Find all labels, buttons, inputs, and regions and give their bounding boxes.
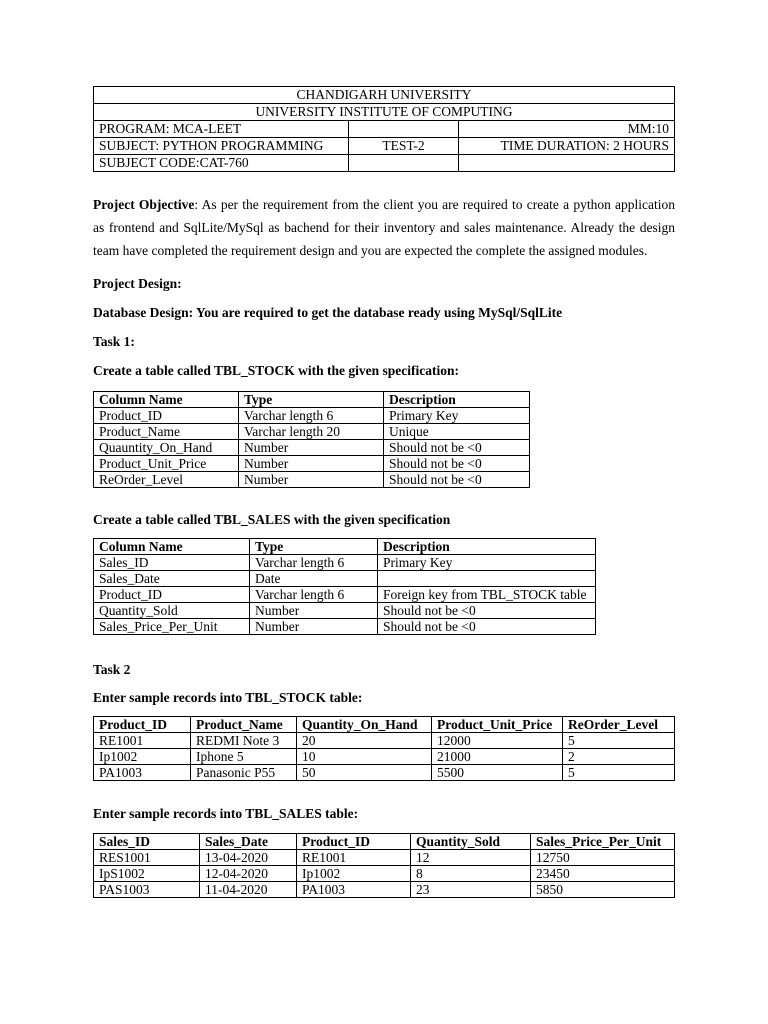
table-cell: Number [250,603,378,619]
table-row [94,619,596,635]
table-cell: 13-04-2020 [200,850,297,866]
table-cell: Number [250,619,378,635]
empty-cell [459,155,675,172]
table-row [94,555,596,571]
table-cell: Sales_Date [94,571,250,587]
column-header: Column Name [94,539,250,555]
column-header: Column Name [94,392,239,408]
column-header: Product_ID [94,717,191,733]
stock-spec-caption: Create a table called TBL_STOCK with the given specification: [93,363,459,378]
table-row [94,882,675,898]
stock-records-caption: Enter sample records into TBL_STOCK table: [93,690,363,705]
table-cell: Should not be <0 [384,440,530,456]
table-cell: Product_ID [94,408,239,424]
table-cell: 50 [297,765,432,781]
table-cell: PAS1003 [94,882,200,898]
table-row [94,408,530,424]
table-cell: Varchar length 20 [239,424,384,440]
table-cell: 12750 [531,850,675,866]
program-cell: PROGRAM: MCA-LEET [94,121,349,138]
table-cell: Sales_ID [94,555,250,571]
column-header: Sales_Price_Per_Unit [531,834,675,850]
database-design-heading: Database Design: You are required to get the database ready using MySql/SqlLite [93,305,563,320]
table-cell: 12-04-2020 [200,866,297,882]
table-cell: PA1003 [297,882,411,898]
table-cell: Should not be <0 [384,472,530,488]
table-cell: Iphone 5 [191,749,297,765]
subject-cell: SUBJECT: PYTHON PROGRAMMING [94,138,349,155]
document-page [93,86,675,898]
table-cell: Foreign key from TBL_STOCK table [378,587,596,603]
table-cell: Ip1002 [94,749,191,765]
table-row [94,603,596,619]
subject-code-cell: SUBJECT CODE:CAT-760 [94,155,349,172]
sales-spec-table [93,538,596,635]
stock-spec-table [93,391,530,488]
table-cell: Product_ID [94,587,250,603]
table-cell: RE1001 [297,850,411,866]
table-cell: Primary Key [384,408,530,424]
table-cell: Number [239,440,384,456]
table-cell: Product_Unit_Price [94,456,239,472]
table-cell: 8 [411,866,531,882]
column-header: ReOrder_Level [563,717,675,733]
table-cell: 12000 [432,733,563,749]
table-cell [378,571,596,587]
column-header: Quantity_On_Hand [297,717,432,733]
table-row [94,850,675,866]
exam-header-table [93,86,675,172]
sales-records-caption: Enter sample records into TBL_SALES table: [93,806,359,821]
table-cell: RES1001 [94,850,200,866]
table-row [94,765,675,781]
project-design-heading: Project Design: [93,276,182,291]
table-cell: 23450 [531,866,675,882]
table-cell: Varchar length 6 [250,587,378,603]
table-cell: Varchar length 6 [239,408,384,424]
column-header: Type [250,539,378,555]
task2-heading: Task 2 [93,662,131,677]
column-header: Description [384,392,530,408]
table-cell: Should not be <0 [384,456,530,472]
column-header: Product_Name [191,717,297,733]
table-cell: Sales_Price_Per_Unit [94,619,250,635]
table-cell: RE1001 [94,733,191,749]
table-cell: 5 [563,765,675,781]
table-cell: Ip1002 [297,866,411,882]
table-row [94,866,675,882]
table-cell: 12 [411,850,531,866]
table-cell: ReOrder_Level [94,472,239,488]
column-header: Type [239,392,384,408]
institute-name: UNIVERSITY INSTITUTE OF COMPUTING [94,104,675,121]
table-cell: REDMI Note 3 [191,733,297,749]
test-cell: TEST-2 [349,138,459,155]
table-cell: 5850 [531,882,675,898]
stock-records-table [93,716,675,781]
table-cell: 20 [297,733,432,749]
table-row [94,587,596,603]
table-row [94,733,675,749]
table-cell: Date [250,571,378,587]
table-cell: Varchar length 6 [250,555,378,571]
table-cell: 21000 [432,749,563,765]
column-header: Product_Unit_Price [432,717,563,733]
table-cell: PA1003 [94,765,191,781]
duration-cell: TIME DURATION: 2 HOURS [459,138,675,155]
empty-cell [349,155,459,172]
table-cell: Product_Name [94,424,239,440]
column-header: Description [378,539,596,555]
table-cell: 2 [563,749,675,765]
table-cell: Primary Key [378,555,596,571]
table-cell: IpS1002 [94,866,200,882]
table-row [94,440,530,456]
task1-heading: Task 1: [93,334,135,349]
objective-label: Project Objective [93,197,195,212]
table-cell: Number [239,456,384,472]
university-name: CHANDIGARH UNIVERSITY [94,87,675,104]
max-marks-cell: MM:10 [459,121,675,138]
sales-spec-caption: Create a table called TBL_SALES with the given specification [93,512,451,527]
table-cell: 23 [411,882,531,898]
column-header: Sales_Date [200,834,297,850]
table-cell: Quantity_Sold [94,603,250,619]
sales-records-table [93,833,675,898]
table-row [94,571,596,587]
table-cell: Should not be <0 [378,619,596,635]
table-row [94,472,530,488]
table-cell: Number [239,472,384,488]
column-header: Sales_ID [94,834,200,850]
table-cell: Panasonic P55 [191,765,297,781]
table-cell: Quauntity_On_Hand [94,440,239,456]
table-cell: Should not be <0 [378,603,596,619]
empty-cell [349,121,459,138]
table-cell: Unique [384,424,530,440]
objective-text: : As per the requirement from the client you are required to create a python application as frontend and SqlLite/MySql as bachend for their inventory and sales maintenance. Already the design team have completed the requirement design and you are expected the complete the assigned modules. [93,197,675,258]
column-header: Product_ID [297,834,411,850]
table-cell: 5500 [432,765,563,781]
table-cell: 11-04-2020 [200,882,297,898]
table-cell: 10 [297,749,432,765]
table-row [94,424,530,440]
project-objective [93,193,675,262]
column-header: Quantity_Sold [411,834,531,850]
table-row [94,749,675,765]
table-row [94,456,530,472]
table-cell: 5 [563,733,675,749]
